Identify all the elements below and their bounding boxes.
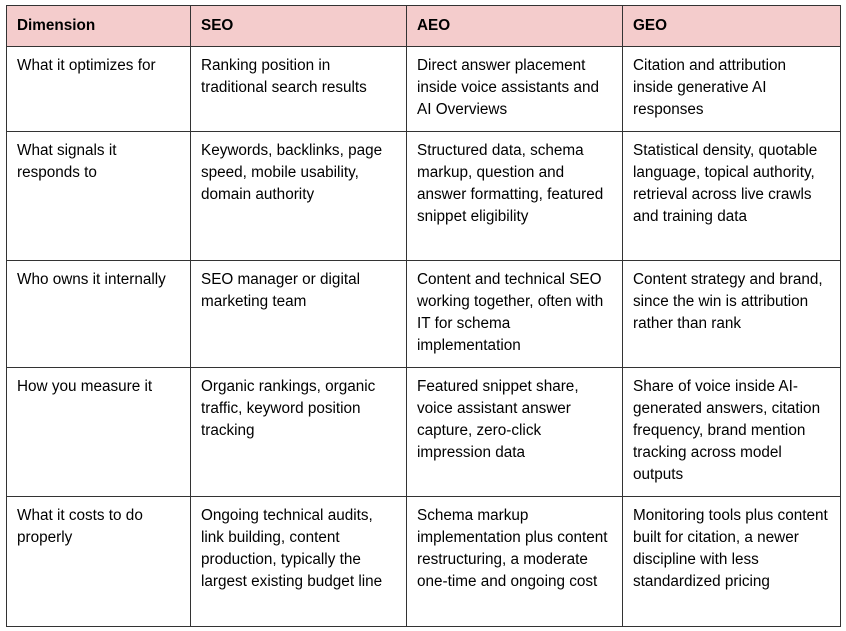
table-row	[7, 132, 841, 261]
cell-aeo: Featured snippet share, voice assistant answer capture, zero-click impression data	[407, 368, 623, 497]
cell-seo: Ranking position in traditional search results	[191, 47, 407, 132]
comparison-table	[6, 5, 841, 627]
cell-geo: Share of voice inside AI-generated answers, citation frequency, brand mention tracking across model outputs	[623, 368, 841, 497]
cell-geo: Statistical density, quotable language, topical authority, retrieval across live crawls and training data	[623, 132, 841, 261]
cell-geo: Content strategy and brand, since the win is attribution rather than rank	[623, 261, 841, 368]
cell-aeo: Content and technical SEO working together, often with IT for schema implementation	[407, 261, 623, 368]
cell-dimension: Who owns it internally	[7, 261, 191, 368]
comparison-table-container	[6, 5, 841, 627]
cell-aeo: Schema markup implementation plus content restructuring, a moderate one-time and ongoing cost	[407, 497, 623, 627]
cell-dimension: What it costs to do properly	[7, 497, 191, 627]
cell-dimension: What it optimizes for	[7, 47, 191, 132]
cell-seo: Keywords, backlinks, page speed, mobile usability, domain authority	[191, 132, 407, 261]
cell-aeo: Direct answer placement inside voice assistants and AI Overviews	[407, 47, 623, 132]
table-row	[7, 261, 841, 368]
header-aeo: AEO	[407, 6, 623, 47]
cell-geo: Monitoring tools plus content built for citation, a newer discipline with less standardized pricing	[623, 497, 841, 627]
cell-geo: Citation and attribution inside generative AI responses	[623, 47, 841, 132]
header-dimension: Dimension	[7, 6, 191, 47]
cell-seo: Organic rankings, organic traffic, keyword position tracking	[191, 368, 407, 497]
table-row	[7, 497, 841, 627]
cell-dimension: How you measure it	[7, 368, 191, 497]
table-header-row	[7, 6, 841, 47]
cell-dimension: What signals it responds to	[7, 132, 191, 261]
table-row	[7, 368, 841, 497]
cell-aeo: Structured data, schema markup, question and answer formatting, featured snippet eligibility	[407, 132, 623, 261]
cell-seo: SEO manager or digital marketing team	[191, 261, 407, 368]
header-seo: SEO	[191, 6, 407, 47]
cell-seo: Ongoing technical audits, link building, content production, typically the largest existing budget line	[191, 497, 407, 627]
header-geo: GEO	[623, 6, 841, 47]
table-row	[7, 47, 841, 132]
